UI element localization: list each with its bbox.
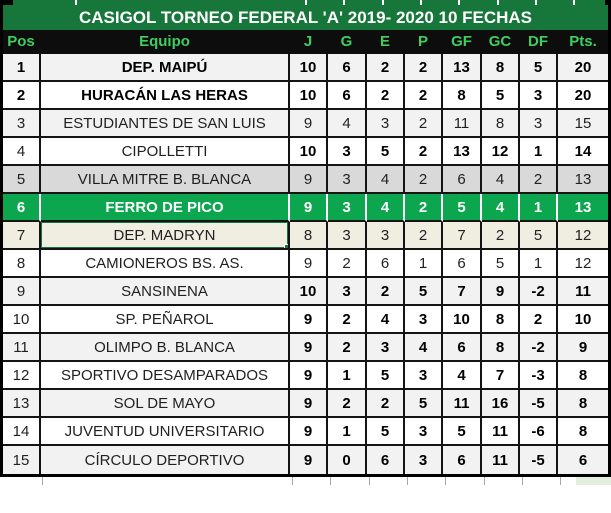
df-cell[interactable]: -5 [520, 446, 558, 474]
j-cell[interactable]: 9 [290, 446, 328, 474]
gridline-tick [458, 0, 460, 5]
j-cell[interactable]: 9 [290, 418, 328, 446]
pos-cell[interactable]: 7 [3, 222, 41, 250]
row-above-strip [0, 0, 611, 5]
row-below-strip [0, 477, 611, 485]
p-cell[interactable]: 4 [405, 334, 443, 362]
pos-cell[interactable]: 14 [3, 418, 41, 446]
equipo-cell[interactable]: VILLA MITRE B. BLANCA [41, 166, 290, 194]
gridline-tick [535, 0, 537, 5]
p-cell[interactable]: 2 [405, 222, 443, 250]
selected-equipo-cell[interactable] [41, 222, 290, 250]
pos-cell[interactable]: 3 [3, 110, 41, 138]
gf-cell[interactable]: 5 [443, 194, 482, 222]
equipo-cell[interactable]: FERRO DE PICO [41, 194, 290, 222]
g-cell[interactable]: 3 [328, 138, 367, 166]
col-header-j[interactable]: J [290, 30, 328, 54]
df-cell[interactable]: 2 [520, 306, 558, 334]
df-cell[interactable]: -5 [520, 390, 558, 418]
g-cell[interactable]: 3 [328, 194, 367, 222]
pos-cell[interactable]: 2 [3, 82, 41, 110]
pos-cell[interactable]: 8 [3, 250, 41, 278]
col-header-g[interactable]: G [328, 30, 367, 54]
pos-cell[interactable]: 13 [3, 390, 41, 418]
p-cell[interactable]: 2 [405, 166, 443, 194]
pos-cell[interactable]: 6 [3, 194, 41, 222]
pts-cell[interactable]: 8 [558, 362, 608, 390]
pts-cell[interactable]: 13 [558, 194, 608, 222]
equipo-cell[interactable]: SP. PEÑAROL [41, 306, 290, 334]
e-cell[interactable]: 3 [367, 110, 405, 138]
gf-cell[interactable]: 7 [443, 278, 482, 306]
pts-cell[interactable]: 12 [558, 250, 608, 278]
equipo-cell[interactable]: SANSINENA [41, 278, 290, 306]
p-cell[interactable]: 3 [405, 446, 443, 474]
p-cell[interactable]: 5 [405, 390, 443, 418]
gc-cell[interactable]: 16 [482, 390, 520, 418]
gridline-tick [484, 477, 485, 485]
df-cell[interactable]: 3 [520, 110, 558, 138]
table-row [3, 82, 608, 110]
col-header-gc[interactable]: GC [482, 30, 520, 54]
e-cell[interactable]: 4 [367, 306, 405, 334]
equipo-cell[interactable]: CÍRCULO DEPORTIVO [41, 446, 290, 474]
pts-cell[interactable]: 6 [558, 446, 608, 474]
col-header-p[interactable]: P [405, 30, 443, 54]
gridline-tick [407, 477, 408, 485]
col-header-e[interactable]: E [367, 30, 405, 54]
equipo-cell[interactable]: DEP. MAIPÚ [41, 54, 290, 82]
gc-cell[interactable]: 4 [482, 166, 520, 194]
g-cell[interactable]: 3 [328, 166, 367, 194]
gridline-tick [42, 477, 43, 485]
pts-cell[interactable]: 8 [558, 418, 608, 446]
gf-cell[interactable]: 4 [443, 362, 482, 390]
g-cell[interactable]: 2 [328, 250, 367, 278]
g-cell[interactable]: 4 [328, 110, 367, 138]
equipo-cell[interactable]: CIPOLLETTI [41, 138, 290, 166]
gridline-tick [330, 477, 331, 485]
gf-cell[interactable]: 13 [443, 54, 482, 82]
pts-cell[interactable]: 12 [558, 222, 608, 250]
pts-cell[interactable]: 20 [558, 82, 608, 110]
table-row [3, 334, 608, 362]
gc-cell[interactable]: 4 [482, 194, 520, 222]
pos-cell[interactable]: 4 [3, 138, 41, 166]
p-cell[interactable]: 5 [405, 278, 443, 306]
j-cell[interactable]: 9 [290, 306, 328, 334]
table-row [3, 138, 608, 166]
gf-cell[interactable]: 6 [443, 166, 482, 194]
table-row [3, 54, 608, 82]
gc-cell[interactable]: 9 [482, 278, 520, 306]
selected-cell-text: DEP. MADRYN [113, 226, 216, 244]
e-cell[interactable]: 5 [367, 418, 405, 446]
gf-cell[interactable]: 6 [443, 446, 482, 474]
gc-cell[interactable]: 8 [482, 54, 520, 82]
header-row [3, 30, 608, 54]
p-cell[interactable]: 3 [405, 306, 443, 334]
gf-cell[interactable]: 13 [443, 138, 482, 166]
j-cell[interactable]: 9 [290, 390, 328, 418]
g-cell[interactable]: 2 [328, 306, 367, 334]
gridline-tick [292, 477, 293, 485]
pos-cell[interactable]: 9 [3, 278, 41, 306]
col-header-pts[interactable]: Pts. [558, 30, 608, 54]
table-row-highlighted [3, 194, 608, 222]
equipo-cell[interactable]: SOL DE MAYO [41, 390, 290, 418]
pos-cell[interactable]: 5 [3, 166, 41, 194]
table-row [3, 166, 608, 194]
col-header-pos[interactable]: Pos [3, 30, 41, 54]
p-cell[interactable]: 2 [405, 138, 443, 166]
g-cell[interactable]: 6 [328, 54, 367, 82]
col-header-equipo[interactable]: Equipo [41, 30, 290, 54]
g-cell[interactable]: 2 [328, 334, 367, 362]
fill-handle[interactable] [284, 244, 290, 250]
col-header-df[interactable]: DF [520, 30, 558, 54]
gc-cell[interactable]: 5 [482, 82, 520, 110]
equipo-cell[interactable]: OLIMPO B. BLANCA [41, 334, 290, 362]
gc-cell[interactable]: 8 [482, 334, 520, 362]
e-cell[interactable]: 6 [367, 446, 405, 474]
p-cell[interactable]: 2 [405, 194, 443, 222]
e-cell[interactable]: 2 [367, 390, 405, 418]
gf-cell[interactable]: 6 [443, 334, 482, 362]
table-row [3, 278, 608, 306]
pts-cell[interactable]: 13 [558, 166, 608, 194]
table-row [3, 418, 608, 446]
j-cell[interactable]: 9 [290, 362, 328, 390]
gridline-tick [573, 0, 575, 5]
e-cell[interactable]: 3 [367, 222, 405, 250]
pts-cell[interactable]: 10 [558, 306, 608, 334]
g-cell[interactable]: 2 [328, 390, 367, 418]
j-cell[interactable]: 9 [290, 334, 328, 362]
e-cell[interactable]: 2 [367, 82, 405, 110]
g-cell[interactable]: 6 [328, 82, 367, 110]
gc-cell[interactable]: 12 [482, 138, 520, 166]
e-cell[interactable]: 5 [367, 362, 405, 390]
table-frame [0, 5, 611, 477]
gf-cell[interactable]: 8 [443, 82, 482, 110]
gc-cell[interactable]: 8 [482, 306, 520, 334]
gridline-tick [560, 477, 561, 485]
df-cell[interactable]: -2 [520, 278, 558, 306]
pts-cell[interactable]: 8 [558, 390, 608, 418]
strip-left-edge [0, 0, 13, 5]
gf-cell[interactable]: 6 [443, 250, 482, 278]
equipo-cell[interactable]: JUVENTUD UNIVERSITARIO [41, 418, 290, 446]
gridline-tick [369, 477, 370, 485]
equipo-cell[interactable]: HURACÁN LAS HERAS [41, 82, 290, 110]
table-row [3, 250, 608, 278]
df-cell[interactable]: -3 [520, 362, 558, 390]
p-cell[interactable]: 2 [405, 110, 443, 138]
gc-cell[interactable]: 2 [482, 222, 520, 250]
gridline-tick [305, 0, 307, 5]
e-cell[interactable]: 4 [367, 194, 405, 222]
pos-cell[interactable]: 11 [3, 334, 41, 362]
p-cell[interactable]: 3 [405, 418, 443, 446]
df-cell[interactable]: 5 [520, 54, 558, 82]
table-row [3, 390, 608, 418]
table-row [3, 306, 608, 334]
df-cell[interactable]: 5 [520, 222, 558, 250]
col-header-gf[interactable]: GF [443, 30, 482, 54]
p-cell[interactable]: 1 [405, 250, 443, 278]
j-cell[interactable]: 8 [290, 222, 328, 250]
df-cell[interactable]: -6 [520, 418, 558, 446]
gf-cell[interactable]: 11 [443, 110, 482, 138]
strip-right-edge [605, 0, 611, 5]
e-cell[interactable]: 4 [367, 166, 405, 194]
equipo-cell[interactable]: ESTUDIANTES DE SAN LUIS [41, 110, 290, 138]
j-cell[interactable]: 10 [290, 278, 328, 306]
g-cell[interactable]: 3 [328, 222, 367, 250]
df-cell[interactable]: 3 [520, 82, 558, 110]
equipo-cell[interactable]: SPORTIVO DESAMPARADOS [41, 362, 290, 390]
gridline-tick [420, 0, 422, 5]
table-row [3, 222, 608, 250]
j-cell[interactable]: 10 [290, 54, 328, 82]
p-cell[interactable]: 3 [405, 362, 443, 390]
e-cell[interactable]: 6 [367, 250, 405, 278]
e-cell[interactable]: 3 [367, 334, 405, 362]
gf-cell[interactable]: 5 [443, 418, 482, 446]
pos-cell[interactable]: 15 [3, 446, 41, 474]
j-cell[interactable]: 10 [290, 82, 328, 110]
g-cell[interactable]: 0 [328, 446, 367, 474]
pts-cell[interactable]: 20 [558, 54, 608, 82]
pos-cell[interactable]: 10 [3, 306, 41, 334]
j-cell[interactable]: 9 [290, 110, 328, 138]
g-cell[interactable]: 1 [328, 362, 367, 390]
table-row [3, 110, 608, 138]
empty-green-cell [576, 477, 611, 485]
j-cell[interactable]: 9 [290, 194, 328, 222]
pts-cell[interactable]: 14 [558, 138, 608, 166]
e-cell[interactable]: 2 [367, 278, 405, 306]
title-banner[interactable]: CASIGOL TORNEO FEDERAL 'A' 2019- 2020 10 FECHAS [3, 5, 608, 30]
df-cell[interactable]: 1 [520, 194, 558, 222]
p-cell[interactable]: 2 [405, 82, 443, 110]
gf-cell[interactable]: 7 [443, 222, 482, 250]
pts-cell[interactable]: 11 [558, 278, 608, 306]
e-cell[interactable]: 5 [367, 138, 405, 166]
gc-cell[interactable]: 8 [482, 110, 520, 138]
p-cell[interactable]: 2 [405, 54, 443, 82]
g-cell[interactable]: 3 [328, 278, 367, 306]
gridline-tick [445, 477, 446, 485]
standings-table [3, 30, 608, 474]
df-cell[interactable]: -2 [520, 334, 558, 362]
j-cell[interactable]: 10 [290, 138, 328, 166]
g-cell[interactable]: 1 [328, 418, 367, 446]
j-cell[interactable]: 9 [290, 166, 328, 194]
pts-cell[interactable]: 9 [558, 334, 608, 362]
gridline-tick [497, 0, 499, 5]
gridline-tick [382, 0, 384, 5]
pts-cell[interactable]: 15 [558, 110, 608, 138]
gridline-tick [522, 477, 523, 485]
e-cell[interactable]: 2 [367, 54, 405, 82]
equipo-cell[interactable]: CAMIONEROS BS. AS. [41, 250, 290, 278]
gc-cell[interactable]: 7 [482, 362, 520, 390]
gc-cell[interactable]: 11 [482, 446, 520, 474]
j-cell[interactable]: 9 [290, 250, 328, 278]
gc-cell[interactable]: 5 [482, 250, 520, 278]
df-cell[interactable]: 2 [520, 166, 558, 194]
df-cell[interactable]: 1 [520, 250, 558, 278]
gf-cell[interactable]: 10 [443, 306, 482, 334]
table-row [3, 362, 608, 390]
gridline-tick [75, 0, 77, 5]
pos-cell[interactable]: 1 [3, 54, 41, 82]
gf-cell[interactable]: 11 [443, 390, 482, 418]
gc-cell[interactable]: 11 [482, 418, 520, 446]
df-cell[interactable]: 1 [520, 138, 558, 166]
pos-cell[interactable]: 12 [3, 362, 41, 390]
gridline-tick [343, 0, 345, 5]
table-row [3, 446, 608, 474]
